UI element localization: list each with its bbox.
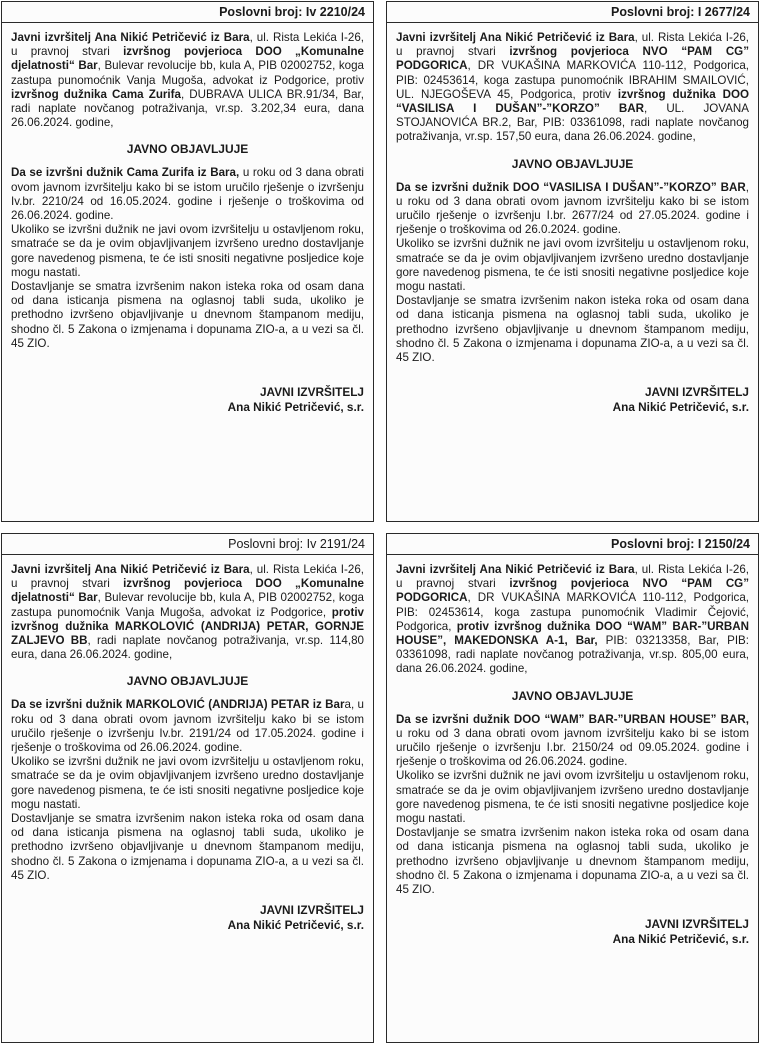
signature-block <box>396 385 749 415</box>
notice-i-2677 <box>386 1 759 522</box>
signature-name: Ana Nikić Petričević, s.r. <box>612 932 749 947</box>
intro-paragraph: Javni izvršitelj Ana Nikić Petričević iz Bara, ul. Rista Lekića I-26, u pravnoj stvari izvršnog povjerioca DOO „Komunalne djelatnosti“ Bar, Bulevar revolucije bb, kula A, PIB 02002752, koga zastupa punomoćnik Vanja Mugoša, advokat iz Podgorice, protiv izvršnog dužnika Cama Zurifa, DUBRAVA ULICA BR.91/34, Bar, radi naplate novčanog potraživanja, vr.sp. 3.202,34 eura, dana 26.06.2024. godine, <box>11 31 365 130</box>
bold-run: Da se izvršni dužnik MARKOLOVIĆ (ANDRIJA) PETAR iz Bar <box>11 698 345 712</box>
bold-run: Javni izvršitelj Ana Nikić Petričević iz Bara <box>11 31 250 44</box>
notice-i-2150 <box>386 533 759 1043</box>
case-number: Poslovni broj: Iv 2191/24 <box>2 534 373 555</box>
case-number: Poslovni broj: I 2150/24 <box>387 534 758 555</box>
bold-run: protiv izvršnog dužnika MARKOLOVIĆ (ANDRIJA) PETAR, GORNJE ZALJEVO BB <box>11 605 364 648</box>
bold-run: izvršnog povjerioca NVO “PAM CG” PODGORICA <box>396 45 750 73</box>
bold-run: izvršnog dužnika DOO “VASILISA I DUŠAN”-”KORZO” BAR <box>396 87 749 116</box>
signature-block <box>396 917 749 947</box>
summons-paragraph: Da se izvršni dužnik DOO “WAM” BAR-”URBAN HOUSE” BAR, u roku od 3 dana obrati ovom javnom izvršitelju kako bi se istom uručilo rješenje o izvršenju I.br. 2150/24 od 09.05.2024. godine i rješenje o troškovima od 26.06.2024. godine. <box>396 712 749 769</box>
bold-run: izvršnog povjerioca DOO „Komunalne djelatnosti“ Bar <box>11 45 364 73</box>
bold-run: izvršnog povjerioca DOO „Komunalne djelatnosti“ Bar <box>11 577 364 605</box>
bold-run: Da se izvršni dužnik DOO “VASILISA I DUŠAN”-”KORZO” BAR <box>396 180 746 194</box>
notice-heading: JAVNO OBJAVLJUJE <box>511 688 634 703</box>
consequence-paragraph: Ukoliko se izvršni dužnik ne javi ovom izvršitelju u ostavljenom roku, smatraće se da je ovim objavljivanjem izvršeno uredno dostavljanje gore navedenog pismena, te će isti snositi negativne posljedice koje mogu nastati. <box>11 755 364 811</box>
signature-name: Ana Nikić Petričević, s.r. <box>227 918 364 933</box>
delivery-paragraph: Dostavljanje se smatra izvršenim nakon isteka roka od osam dana od dana isticanja pismena na oglasnoj tabli suda, ukoliko je prethodno izvršeno objavljivanje u dnevnom štampanom mediju, shodno čl. 5 Zakona o izmjenama i dopunama ZIO-a, a u vezi sa čl. 45 ZIO. <box>396 294 749 365</box>
bold-run: Javni izvršitelj Ana Nikić Petričević iz Bara <box>396 31 635 44</box>
consequence-paragraph: Ukoliko se izvršni dužnik ne javi ovom izvršitelju u ostavljenom roku, smatraće se da je ovim objavljivanjem izvršeno uredno dostavljanje gore navedenog pismena, te će isti snositi negativne posljedice koje mogu nastati. <box>396 769 749 826</box>
signature-block <box>11 385 364 415</box>
notice-iv-2191 <box>1 533 374 1043</box>
notice-iv-2210 <box>1 1 374 522</box>
summons-paragraph: Da se izvršni dužnik Cama Zurifa iz Bara, u roku od 3 dana obrati ovom javnom izvršitelju kako bi se istom uručilo rješenje o izvršenju Iv.br. 2210/24 od 16.05.2024. godine i rješenje o troškovima od 26.06.2024. godine. <box>11 166 364 223</box>
intro-paragraph: Javni izvršitelj Ana Nikić Petričević iz Bara, ul. Rista Lekića I-26, u pravnoj stvari izvršnog povjerioca NVO “PAM CG” PODGORICA, DR VUKAŠINA MARKOVIĆA 110-112, Podgorica, PIB: 02453614, koga zastupa punomoćnik IBRAHIM SMAILOVIĆ, UL. NJEGOŠEVA 45, Podgorica, protiv izvršnog dužnika DOO “VASILISA I DUŠAN”-”KORZO” BAR, UL. JOVANA STOJANOVIĆA BR.2, Bar, PIB: 03361098, radi naplate novčanog potraživanja, vr.sp. 157,50 eura, dana 26.06.2024. godine, <box>396 31 750 144</box>
bold-run: Javni izvršitelj Ana Nikić Petričević iz Bara <box>396 563 635 576</box>
notice-heading: JAVNO OBJAVLJUJE <box>126 674 249 689</box>
delivery-paragraph: Dostavljanje se smatra izvršenim nakon isteka roka od osam dana od dana isticanja pismena na oglasnoj tabli suda, ukoliko je prethodno izvršeno objavljivanje u dnevnom štampanom mediju, shodno čl. 5 Zakona o izmjenama i dopunama ZIO-a, a u vezi sa čl. 45 ZIO. <box>396 826 749 897</box>
bold-run: Da se izvršni dužnik DOO “WAM” BAR-”URBAN HOUSE” BAR, <box>396 712 749 726</box>
summons-paragraph: Da se izvršni dužnik MARKOLOVIĆ (ANDRIJA) PETAR iz Bara, u roku od 3 dana obrati ovom javnom izvršitelju kako bi se istom uručilo rješenje o izvršenju Iv.br. 2191/24 od 17.05.2024. godine i rješenje o troškovima od 26.06.2024. godine. <box>11 698 365 755</box>
intro-paragraph: Javni izvršitelj Ana Nikić Petričević iz Bara, ul. Rista Lekića I-26, u pravnoj stvari izvršnog povjerioca NVO “PAM CG” PODGORICA, DR VUKAŠINA MARKOVIĆA 110-112, Podgorica, PIB: 02453614, koga zastupa punomoćnik Vladimir Čejović, Podgorica, protiv izvršnog dužnika DOO “WAM” BAR-”URBAN HOUSE”, MAKEDONSKA A-1, Bar, PIB: 03213358, Bar, PIB: 03361098, radi naplate novčanog potraživanja, vr.sp. 805,00 eura, dana 26.06.2024. godine, <box>396 563 750 676</box>
summons-paragraph: Da se izvršni dužnik DOO “VASILISA I DUŠAN”-”KORZO” BAR, u roku od 3 dana obrati ovom javnom izvršitelju kako bi se istom uručilo rješenje o izvršenju I.br. 2677/24 od 27.05.2024. godine i rješenje o troškovima od 26.0.2024. godine. <box>396 180 749 237</box>
bold-run: izvršnog dužnika Cama Zurifa <box>11 87 181 101</box>
case-number: Poslovni broj: I 2677/24 <box>387 2 758 23</box>
delivery-paragraph: Dostavljanje se smatra izvršenim nakon isteka roka od osam dana od dana isticanja pismena na oglasnoj tabli suda, ukoliko je prethodno izvršeno objavljivanje u dnevnom štampanom mediju, shodno čl. 5 Zakona o izmjenama i dopunama ZIO-a, a u vezi sa čl. 45 ZIO. <box>11 280 364 350</box>
signature-block <box>11 903 364 933</box>
signature-title: JAVNI IZVRŠITELJ <box>259 385 364 400</box>
bold-run: izvršnog povjerioca NVO “PAM CG” PODGORICA <box>396 577 750 605</box>
signature-title: JAVNI IZVRŠITELJ <box>644 917 749 932</box>
notice-heading: JAVNO OBJAVLJUJE <box>511 156 634 171</box>
notice-heading: JAVNO OBJAVLJUJE <box>126 142 249 157</box>
signature-title: JAVNI IZVRŠITELJ <box>259 903 364 918</box>
delivery-paragraph: Dostavljanje se smatra izvršenim nakon isteka roka od osam dana od dana isticanja pismena na oglasnoj tabli suda, ukoliko je prethodno izvršeno objavljivanje u dnevnom štampanom mediju, shodno čl. 5 Zakona o izmjenama i dopunama ZIO-a, a u vezi sa čl. 45 ZIO. <box>11 812 364 882</box>
intro-paragraph: Javni izvršitelj Ana Nikić Petričević iz Bara, ul. Rista Lekića I-26, u pravnoj stvari izvršnog povjerioca DOO „Komunalne djelatnosti“ Bar, Bulevar revolucije bb, kula A, PIB 02002752, koga zastupa punomoćnik Vanja Mugoša, advokat iz Podgorice, protiv izvršnog dužnika MARKOLOVIĆ (ANDRIJA) PETAR, GORNJE ZALJEVO BB, radi naplate novčanog potraživanja, vr.sp. 114,80 eura, dana 26.06.2024. godine, <box>11 563 365 662</box>
bold-run: Da se izvršni dužnik Cama Zurifa iz Bara, <box>11 166 240 180</box>
bold-run: Javni izvršitelj Ana Nikić Petričević iz Bara <box>11 563 250 576</box>
signature-name: Ana Nikić Petričević, s.r. <box>612 400 749 415</box>
signature-title: JAVNI IZVRŠITELJ <box>644 385 749 400</box>
consequence-paragraph: Ukoliko se izvršni dužnik ne javi ovom izvršitelju u ostavljenom roku, smatraće se da je ovim objavljivanjem izvršeno uredno dostavljanje gore navedenog pismena, te će isti snositi negativne posljedice koje mogu nastati. <box>396 237 749 294</box>
case-number: Poslovni broj: Iv 2210/24 <box>2 2 373 23</box>
bold-run: protiv izvršnog dužnika DOO “WAM” BAR-”URBAN HOUSE”, MAKEDONSKA A-1, Bar, <box>396 619 749 648</box>
signature-name: Ana Nikić Petričević, s.r. <box>227 400 364 415</box>
consequence-paragraph: Ukoliko se izvršni dužnik ne javi ovom izvršitelju u ostavljenom roku, smatraće se da je ovim objavljivanjem izvršeno uredno dostavljanje gore navedenog pismena, te će isti snositi negativne posljedice koje mogu nastati. <box>11 223 364 279</box>
